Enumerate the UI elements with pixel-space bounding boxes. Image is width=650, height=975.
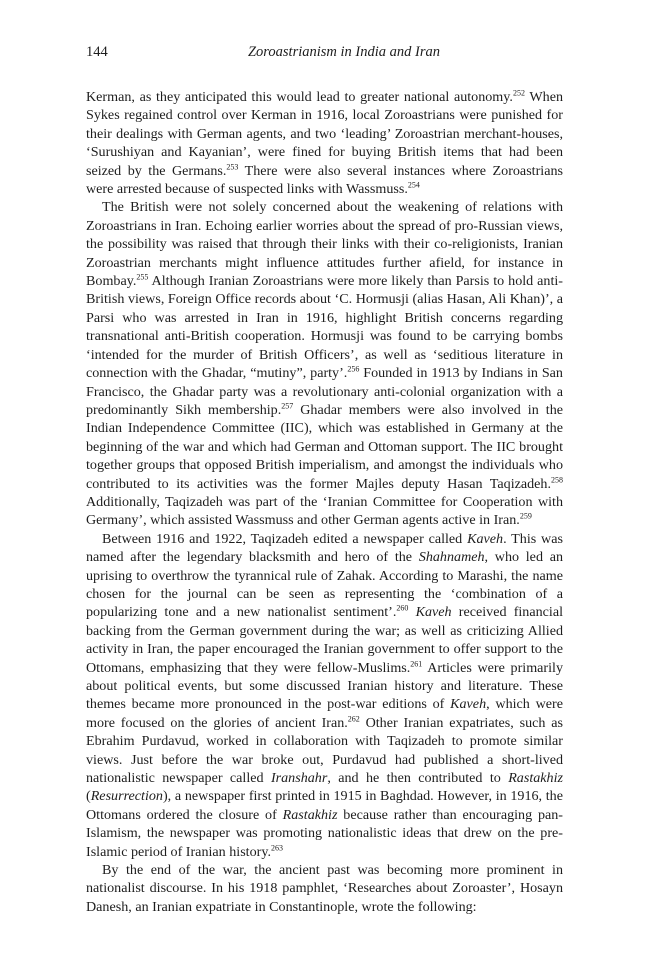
text-run: Kerman, as they anticipated this would lead to greater national autonomy. <box>86 89 513 105</box>
italic-text: Iranshahr <box>270 770 328 787</box>
text-run: received financial backing from the German government during the war; as well as criticizing Allied activity in Iran, the paper encouraged the Iranian government to offer support to the Ottomans, emphasizing that they were fellow-Muslims. <box>86 604 563 676</box>
text-run: Other Iranian expatriates, such as Ebrahim Purdavud, worked in collaboration with Taqizadeh to promote similar views. Just before the war broke out, Purdavud had published a short-lived nationalistic newspaper called <box>86 714 563 787</box>
text-run: Founded in 1913 by Indians in San Francisco, the Ghadar party was a revolutionary anti-colonial organization with a predominantly Sikh membership. <box>86 365 563 418</box>
text-run: Ghadar members were also involved in the Indian Independence Committee (IIC), which was established in Germany at the beginning of the war and which had German and Ottoman support. The IIC brought together groups that opposed British imperialism, and amongst the individuals who contributed to its activities was the former Majles deputy Hasan Taqizadeh. <box>86 401 563 492</box>
text-run: Although Iranian Zoroastrians were more likely than Parsis to hold anti-British views, Foreign Office records about ‘C. Hormusji (alias Hasan, Ali Khan)’, a Parsi who was arrested in Iran in 1916, highlight British concerns regarding transnational anti-British cooperation. Hormusji was found to be carrying bombs ‘intended for the murder of British Officers’, as well as ‘seditious literature in connection with the Ghadar, “mutiny”, party’. <box>86 273 563 382</box>
body-text <box>86 88 563 916</box>
footnote-marker: 263 <box>271 842 283 852</box>
footnote-marker: 254 <box>407 180 420 190</box>
page-number: 144 <box>86 44 108 60</box>
text-run: When Sykes regained control over Kerman in 1916, local Zoroastrians were punished for their dealings with German agents, and two ‘leading’ Zoroastrian merchant-houses, ‘Surushiyan and Kayanian’, were fined for buying British items that had been seized by the Germans. <box>86 89 563 179</box>
footnote-marker: 260 <box>396 603 409 613</box>
footnote-marker: 262 <box>347 714 360 724</box>
footnote-marker: 257 <box>281 401 294 411</box>
text-run: ( <box>86 788 91 805</box>
italic-text: Shahnameh <box>418 549 485 566</box>
footnote-marker: 259 <box>519 511 532 521</box>
text-run: Additionally, Taqizadeh was part of the ‘Iranian Committee for Cooperation with Germany’, which assisted Wassmuss and other German agents active in Iran. <box>86 493 563 529</box>
paragraph <box>86 198 563 529</box>
footnote-marker: 256 <box>347 364 360 374</box>
text-run: By the end of the war, the ancient past was becoming more prominent in nationalist discourse. In his 1918 pamphlet, ‘Researches about Zoroaster’, Hosayn Danesh, an Iranian expatriate in Constantinople, wrote the following: <box>86 862 563 915</box>
paragraph <box>86 88 563 198</box>
italic-text: Rastakhiz <box>508 770 563 787</box>
footnote-marker: 252 <box>512 88 525 98</box>
paragraph <box>86 861 563 916</box>
running-title: Zoroastrianism in India and Iran <box>247 44 440 60</box>
text-run: , which were more focused on the glories of ancient Iran. <box>86 696 563 731</box>
text-run <box>408 604 415 620</box>
italic-text: Kaveh <box>450 696 487 713</box>
italic-text: Rastakhiz <box>282 806 338 823</box>
text-run: ), a newspaper first printed in 1915 in Baghdad. However, in 1916, the Ottomans ordered the closure of <box>86 788 563 823</box>
italic-text: Resurrection <box>90 788 163 805</box>
footnote-marker: 258 <box>551 474 563 484</box>
footnote-marker: 253 <box>226 161 239 171</box>
text-run: , who led an uprising to overthrow the tyrannical rule of Zahak. According to Marashi, the name chosen for the journal can be seen as representing the ‘combination of a popularizing tone and a new nationalist sentiment’. <box>86 549 563 621</box>
text-run: because rather than encouraging pan-Islamism, the newspaper was promoting nationalistic ideas that drew on the pre-Islamic period of Iranian history. <box>86 806 564 860</box>
paragraph <box>86 530 563 861</box>
footnote-marker: 255 <box>136 272 149 282</box>
text-run: Articles were primarily about political events, but some discussed Iranian history and literature. These themes became more pronounced in the post-war editions of <box>86 659 563 713</box>
text-run: Between 1916 and 1922, Taqizadeh edited a newspaper called <box>102 530 468 547</box>
text-run: The British were not solely concerned about the weakening of relations with Zoroastrians in Iran. Echoing earlier worries about the spread of pro-Russian views, the possibility was raised that through their links with their co-religionists, Iranian Zoroastrian merchants might influence attitudes further afield, for instance in Bombay. <box>86 199 563 290</box>
text-run: . This was named after the legendary blacksmith and hero of the <box>86 530 563 566</box>
italic-text: Kaveh <box>415 604 452 621</box>
running-head <box>86 44 562 64</box>
footnote-marker: 261 <box>410 658 423 668</box>
text-run: , and he then contributed to <box>327 770 509 787</box>
text-run: There were also several instances where Zoroastrians were arrested because of suspected links with Wassmuss. <box>86 162 563 198</box>
italic-text: Kaveh <box>467 530 504 547</box>
